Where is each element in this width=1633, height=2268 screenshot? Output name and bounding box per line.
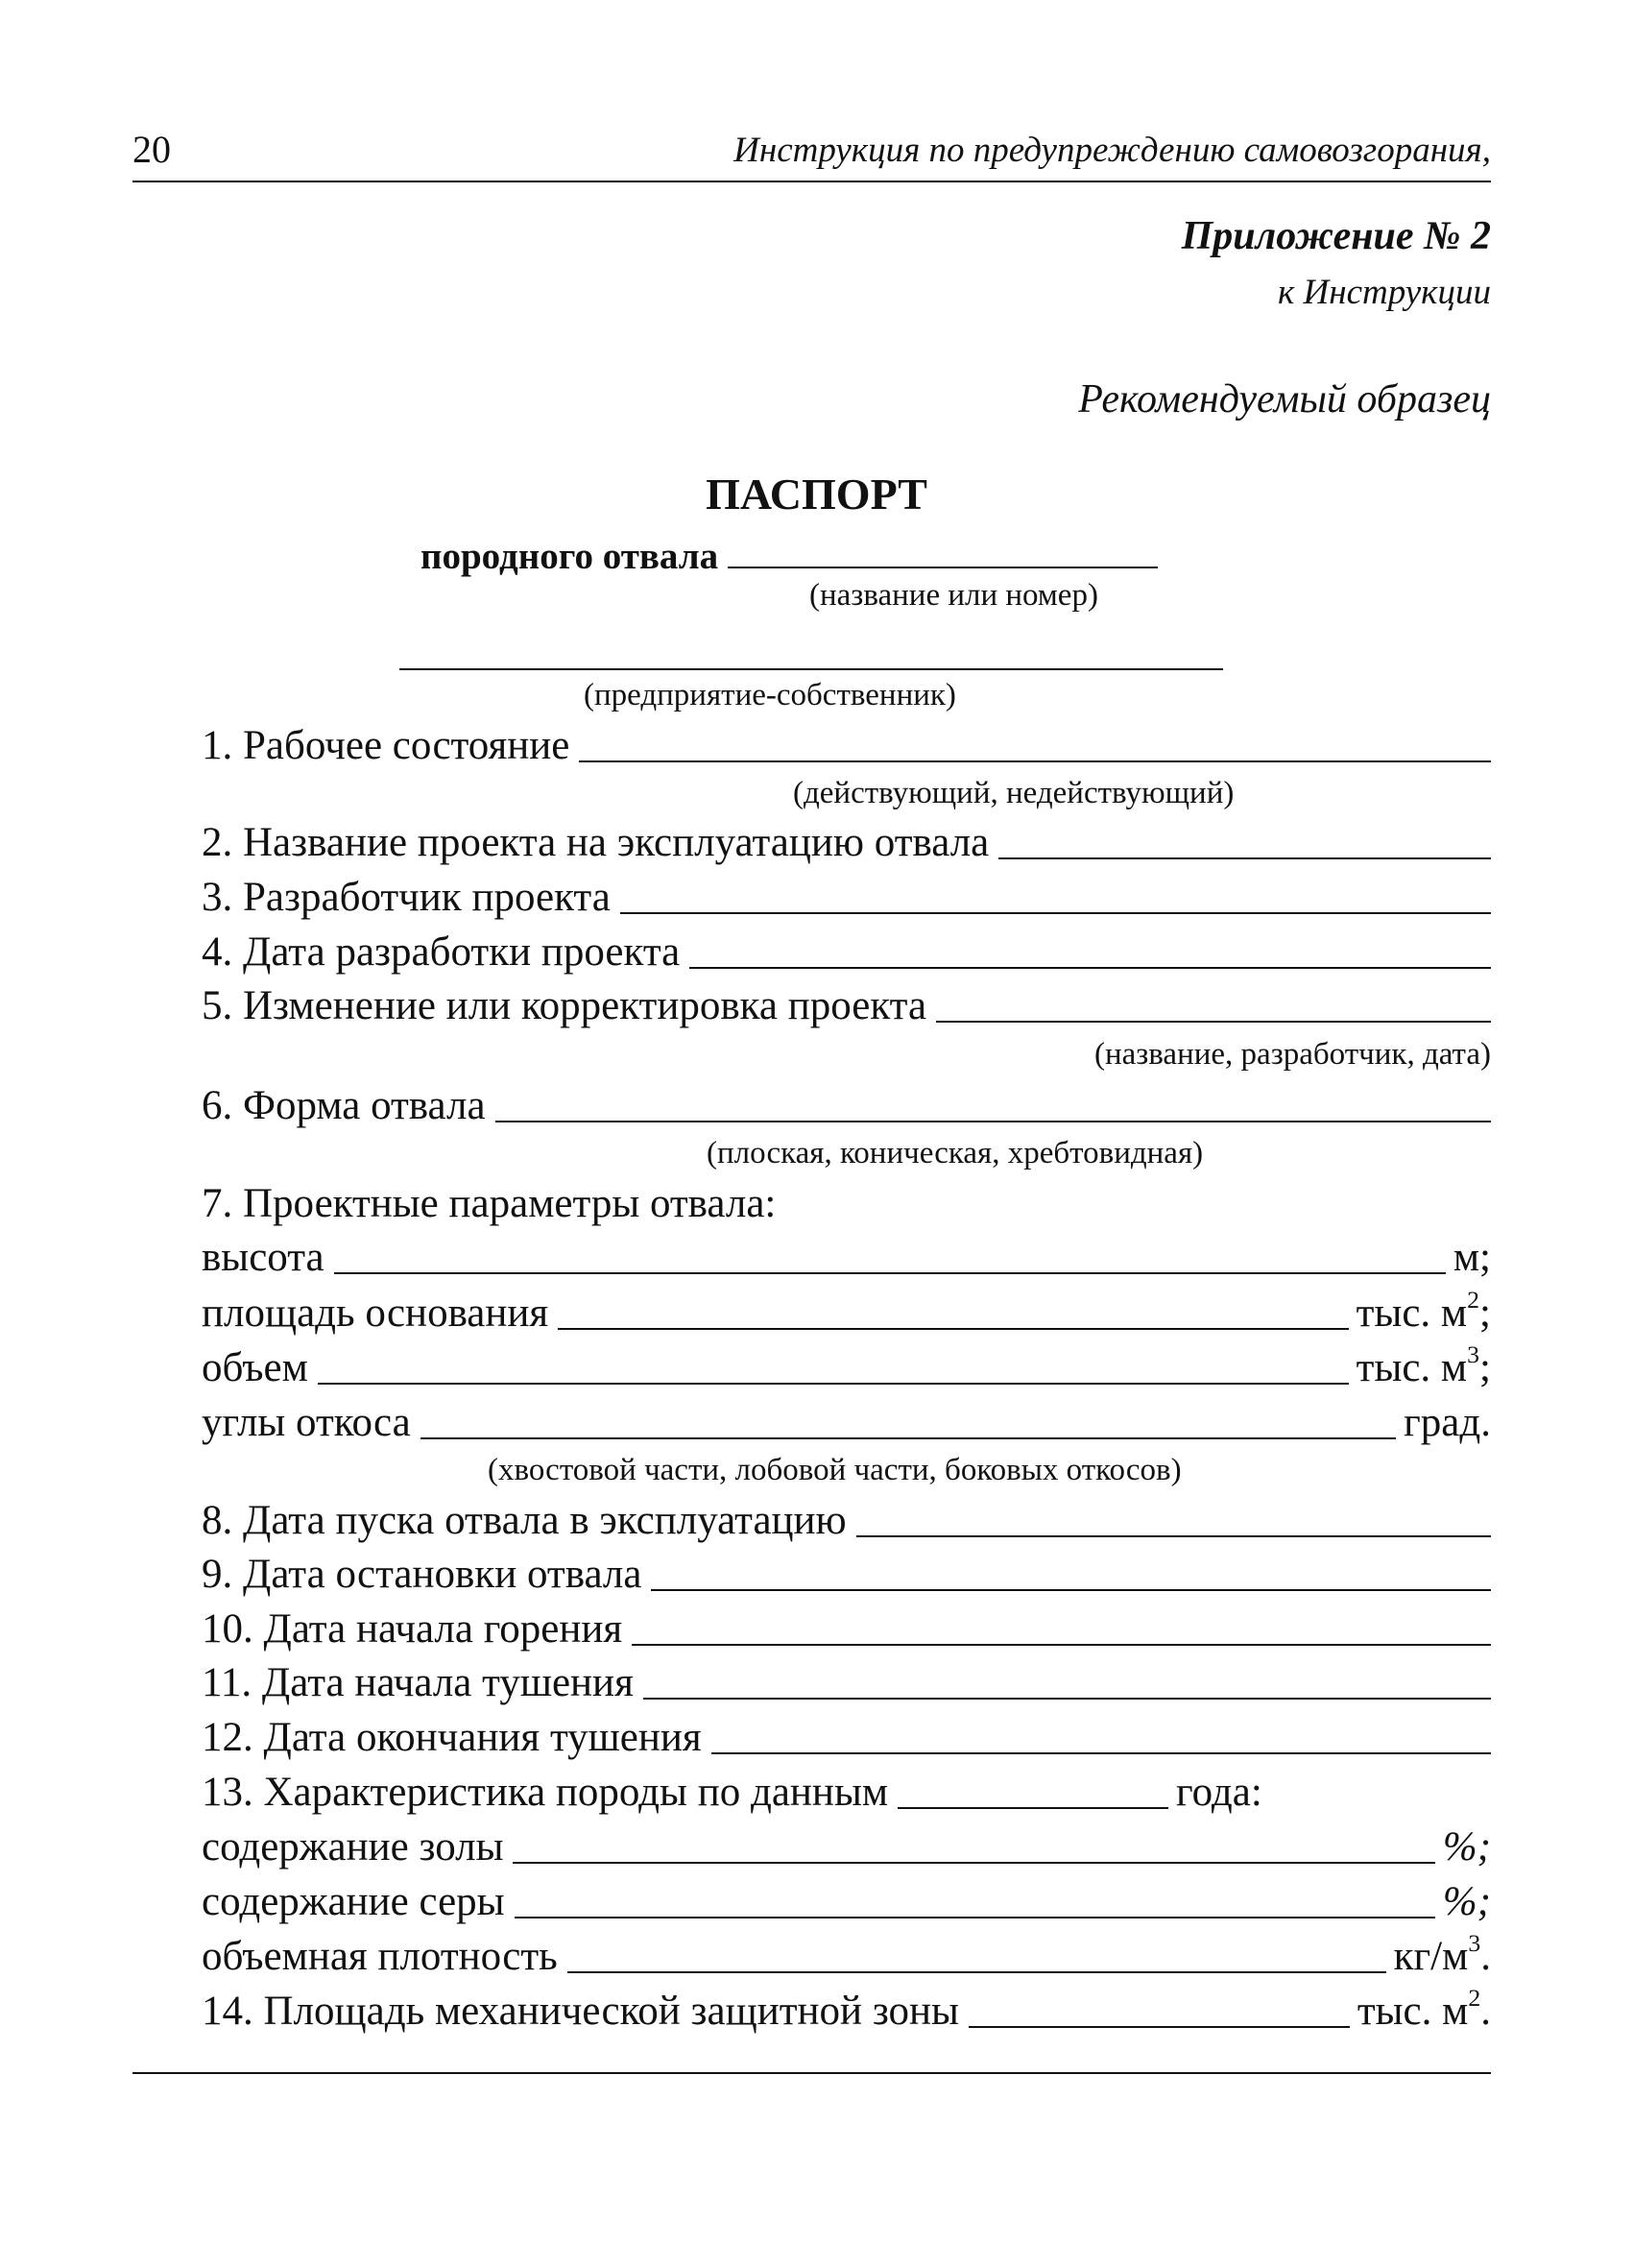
volume-unit: тыс. $м^3$; <box>1356 1339 1491 1390</box>
item-2-label: 2. Название проекта на эксплуатацию отвала <box>202 820 990 865</box>
height-unit: м; <box>1453 1235 1491 1280</box>
slope-unit: град. <box>1404 1400 1491 1445</box>
sulfur-blank[interactable] <box>515 1917 1435 1918</box>
item-9-label: 9. Дата остановки отвала <box>202 1552 642 1597</box>
form-row-2 <box>202 822 1491 863</box>
ash-label: содержание золы <box>202 1824 504 1870</box>
item-6-hint: (плоская, коническая, хребтовидная) <box>707 1136 1204 1170</box>
height-row <box>202 1237 1491 1278</box>
document-title: ПАСПОРТ <box>706 470 927 519</box>
item-2-blank[interactable] <box>998 857 1491 859</box>
form-row-7 <box>202 1183 1491 1224</box>
form-row-4 <box>202 931 1491 973</box>
item-12-blank[interactable] <box>711 1752 1491 1754</box>
sulfur-unit: %; <box>1442 1879 1491 1924</box>
base-area-unit: тыс. $м^2$; <box>1356 1285 1491 1336</box>
sample-note: Рекомендуемый образец <box>1078 377 1491 422</box>
volume-label: объем <box>202 1345 308 1390</box>
volume-blank[interactable] <box>318 1383 1349 1385</box>
form-row-1 <box>202 725 1491 766</box>
appendix-title: Приложение № 2 <box>1181 214 1491 258</box>
item-14-unit: тыс. $м^2$. <box>1357 1983 1491 2034</box>
item-13-year-blank[interactable] <box>898 1807 1168 1809</box>
item-10-blank[interactable] <box>632 1644 1491 1646</box>
slope-hint: (хвостовой части, лобовой части, боковых откосов) <box>488 1453 1182 1487</box>
form-row-12 <box>202 1717 1491 1758</box>
dump-name-hint: (название или номер) <box>809 578 1098 613</box>
dump-name-label: породного отвала <box>420 536 719 577</box>
item-10-label: 10. Дата начала горения <box>202 1606 623 1652</box>
item-5-hint: (название, разработчик, дата) <box>1093 1037 1491 1072</box>
item-4-blank[interactable] <box>689 967 1491 969</box>
dump-name-blank[interactable] <box>728 534 1158 568</box>
item-12-label: 12. Дата окончания тушения <box>202 1715 702 1760</box>
item-5-label: 5. Изменение или корректировка проекта <box>202 983 927 1028</box>
item-11-blank[interactable] <box>643 1698 1491 1700</box>
owner-hint: (предприятие-собственник) <box>584 678 956 712</box>
form-row-8 <box>202 1500 1491 1541</box>
base-area-blank[interactable] <box>558 1328 1348 1330</box>
height-label: высота <box>202 1235 324 1280</box>
slope-row <box>202 1402 1491 1443</box>
item-13-end: года: <box>1176 1770 1262 1815</box>
item-11-label: 11. Дата начала тушения <box>202 1660 634 1705</box>
form-row-6 <box>202 1085 1491 1126</box>
item-1-label: 1. Рабочее состояние <box>202 723 570 768</box>
header-rule <box>132 181 1491 182</box>
ash-row <box>202 1826 1491 1868</box>
item-6-blank[interactable] <box>495 1121 1491 1122</box>
density-blank[interactable] <box>567 1971 1386 1973</box>
item-1-blank[interactable] <box>579 760 1491 762</box>
item-1-hint: (действующий, недействующий) <box>793 776 1235 810</box>
item-4-label: 4. Дата разработки проекта <box>202 929 681 975</box>
item-8-label: 8. Дата пуска отвала в эксплуатацию <box>202 1498 847 1543</box>
item-9-blank[interactable] <box>651 1589 1491 1591</box>
slope-blank[interactable] <box>420 1437 1396 1439</box>
item-14-blank[interactable] <box>969 2026 1350 2028</box>
ash-blank[interactable] <box>513 1862 1434 1864</box>
owner-blank[interactable] <box>399 668 1223 670</box>
sulfur-label: содержание серы <box>202 1879 505 1924</box>
form-row-13 <box>202 1772 1491 1813</box>
form-row-11 <box>202 1662 1491 1703</box>
item-3-blank[interactable] <box>620 912 1491 914</box>
base-area-row <box>202 1285 1491 1336</box>
item-7-label: 7. Проектные параметры отвала: <box>202 1181 777 1226</box>
form-row-10 <box>202 1608 1491 1650</box>
density-label: объемная плотность <box>202 1934 558 1979</box>
base-area-label: площадь основания <box>202 1291 549 1336</box>
item-8-blank[interactable] <box>856 1535 1491 1537</box>
item-6-label: 6. Форма отвала <box>202 1083 486 1128</box>
item-3-label: 3. Разработчик проекта <box>202 875 611 920</box>
form-row-14 <box>202 1983 1491 2034</box>
slope-label: углы откоса <box>202 1400 411 1445</box>
height-blank[interactable] <box>334 1272 1446 1274</box>
ash-unit: %; <box>1442 1824 1491 1870</box>
dump-name-row <box>420 534 1158 578</box>
sulfur-row <box>202 1881 1491 1922</box>
item-5-blank[interactable] <box>936 1021 1491 1023</box>
footer-rule <box>132 2072 1491 2074</box>
item-14-label: 14. Площадь механической защитной зоны <box>202 1989 959 2034</box>
item-13-label: 13. Характеристика породы по данным <box>202 1770 889 1815</box>
form-row-5 <box>202 985 1491 1026</box>
form-row-9 <box>202 1554 1491 1595</box>
form-row-3 <box>202 877 1491 918</box>
page-number: 20 <box>132 128 171 171</box>
appendix-subtitle: к Инструкции <box>1277 273 1491 312</box>
density-row <box>202 1928 1491 1979</box>
running-title: Инструкция по предупреждению самовозгорания, <box>733 131 1491 170</box>
density-unit: $кг/м^3$. <box>1393 1928 1491 1979</box>
volume-row <box>202 1339 1491 1390</box>
